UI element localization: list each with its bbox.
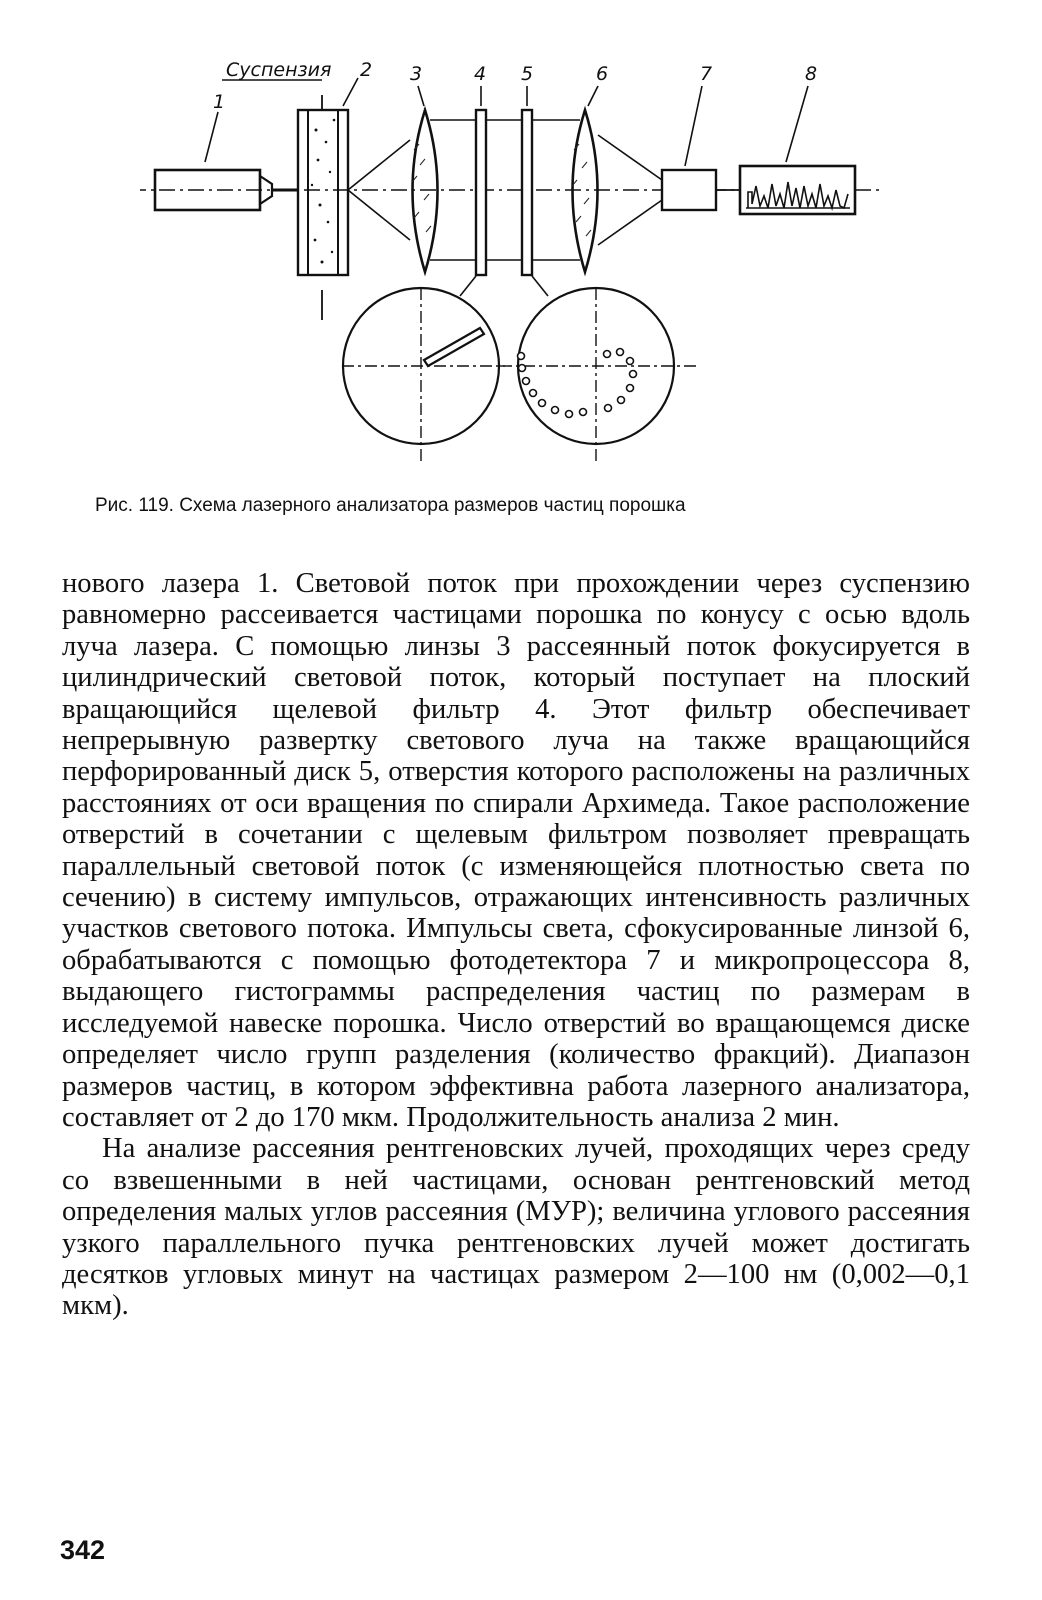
microprocessor-8 (740, 166, 855, 214)
label-7: 7 (700, 63, 713, 85)
label-6: 6 (596, 63, 609, 85)
page-number: 342 (60, 1535, 106, 1565)
label-3: 3 (410, 63, 423, 85)
body-text (62, 568, 970, 1322)
perforated-disk-5 (522, 110, 532, 275)
label-1: 1 (213, 91, 226, 113)
slit-filter-4 (476, 110, 486, 275)
suspension-cell (298, 95, 348, 320)
converge-ray-bottom (598, 200, 662, 245)
converge-ray-top (598, 135, 662, 180)
label-5: 5 (521, 63, 534, 85)
label-suspension: Суспензия (226, 59, 332, 81)
perforated-disk-detail (500, 288, 700, 462)
photodetector-7 (662, 170, 716, 210)
lens-6 (572, 110, 598, 272)
label-4: 4 (474, 63, 487, 85)
laser-analyzer-diagram (140, 48, 900, 488)
label-8: 8 (805, 63, 818, 85)
paragraph: На анализе рассеяния рентгеновских лучей, проходящих через среду со взвешенными в ней частицами, основан рентгеновский метод определения малых углов рассеяния (МУР); величина углового рассеяния узкого параллельного пучка рентгеновских лучей может достигать десятков угловых минут на частицах размером 2—100 нм (0,002—0,1 мкм). (62, 1133, 970, 1322)
figure-caption: Рис. 119. Схема лазерного анализатора размеров частиц порошка (95, 495, 686, 516)
cone-ray-bottom (348, 190, 410, 240)
slit-filter-detail (342, 288, 505, 462)
paragraph: нового лазера 1. Световой поток при прохождении через суспензию равномерно рассеивается частицами порошка по конусу с осью вдоль луча лазера. С помощью линзы 3 рассеянный поток фокусируется в цилиндрический световой поток, который поступает на плоский вращающийся щелевой фильтр 4. Этот фильтр обеспечивает непрерывную развертку светового луча на также вращающийся перфорированный диск 5, отверстия которого расположены на различных расстояниях от оси вращения по спирали Архимеда. Такое расположение отверстий в сочетании с щелевым фильтром позволяет превращать параллельный световой поток (с изменяющейся плотностью света по сечению) в систему импульсов, отражающих интенсивность различных участков светового потока. Импульсы света, сфокусированные линзой 6, обрабатываются с помощью фотодетектора 7 и микропроцессора 8, выдающего гистограммы распределения частиц по размерам в исследуемой навеске порошка. Число отверстий во вращающемся диске определяет число групп разделения (количество фракций). Диапазон размеров частиц, в котором эффективна работа лазерного анализатора, составляет от 2 до 170 мкм. Продолжительность анализа 2 мин. (62, 568, 970, 1133)
label-2: 2 (360, 59, 373, 81)
cone-ray-top (348, 140, 410, 190)
lens-3 (412, 110, 438, 272)
